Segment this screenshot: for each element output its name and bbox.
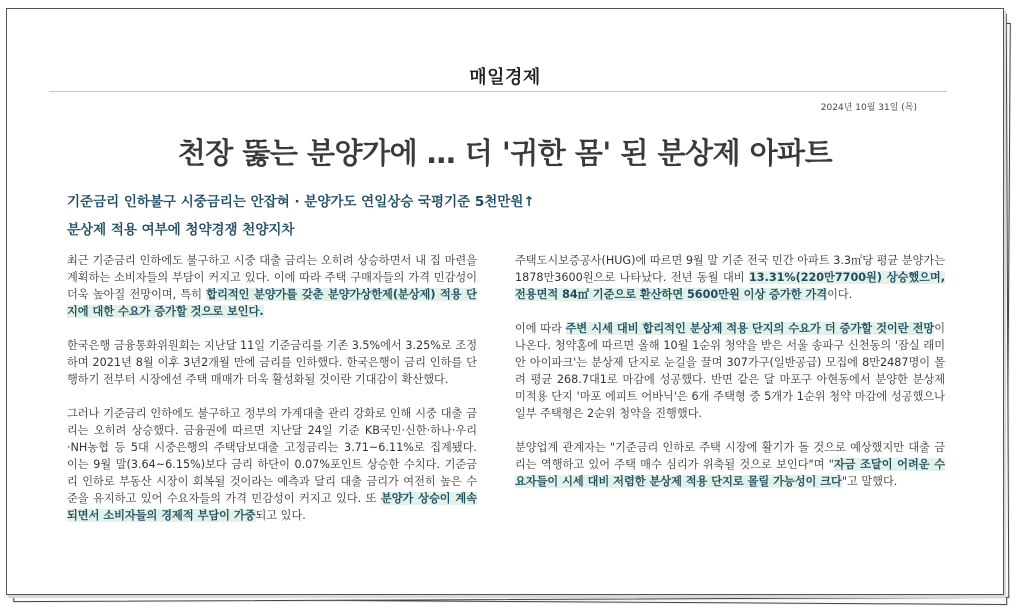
paragraph-text: 최근 기준금리 인하에도 불구하고 시중 대출 금리는 오히려 상승하면서 내 집 마련을 계획하는 소비자들의 부담이 커지고 있다. 이에 따라 주택 구매자들의 가격 민감성이 더욱 높아질 전망이며, 특히 — [67, 254, 477, 301]
article-headline: 천장 뚫는 분양가에 … 더 '귀한 몸' 된 분상제 아파트 — [177, 136, 833, 170]
newspaper-masthead: 매일경제 — [469, 67, 541, 88]
highlighted-text: 분양가 상승이 계속되면서 소비자들의 경제적 부담이 가중 — [67, 492, 478, 522]
article-subhead-2: 분상제 적용 여부에 청약경쟁 천양지차 — [67, 222, 295, 238]
highlighted-text: 주변 시세 대비 합리적인 분상제 적용 단지의 수요가 더 증가할 것이란 전망 — [565, 322, 935, 335]
paragraph — [515, 320, 945, 422]
masthead-divider — [49, 91, 947, 92]
article-column-left — [67, 252, 477, 541]
publication-date: 2024년 10월 31일 (목) — [820, 103, 917, 113]
paragraph-text: 이에 따라 — [515, 322, 566, 335]
paragraph — [515, 439, 945, 490]
article-subhead-1: 기준금리 인하불구 시중금리는 안잡혀 · 분양가도 연일상승 국평기준 5천만원↑ — [67, 194, 535, 210]
paragraph — [67, 252, 477, 320]
paragraph: 한국은행 금융통화위원회는 지난달 11일 기준금리를 기존 3.5%에서 3.25%로 조정하며 2021년 8월 이후 3년2개월 만에 금리를 인하했다. 한국은행이 금리 인하를 단행하기 전부터 시장에선 주택 매매가 더욱 활성화될 것이란 기대감이 확산했다. — [67, 339, 477, 386]
paragraph-text: 되고 있다. — [255, 509, 306, 522]
paragraph-text: 분양업계 관계자는 "기준금리 인하로 주택 시장에 활기가 돌 것으로 예상했지만 대출 금리는 역행하고 있어 주택 매수 심리가 위축될 것으로 보인다"며 " — [515, 441, 945, 471]
paragraph — [67, 405, 477, 524]
highlighted-text: 자금 조달이 어려운 수요자들이 시세 대비 저렴한 분상제 적용 단지로 몰릴 가능성이 크다 — [515, 458, 945, 488]
paragraph-text: 그러나 기준금리 인하에도 불구하고 정부의 가계대출 관리 강화로 인해 시중 대출 금리는 오히려 상승했다. 금융권에 따르면 지난달 24일 기준 KB국민·신한·하나·우리·NH농협 등 5대 시중은행의 주택담보대출 고정금리는 3.71~6.11%로 집계됐다. 이는 9월 말(3.64~6.15%)보다 금리 하단이 0.07%포인트 상승한 수치다. 기준금리 인하로 부동산 시장이 회복될 것이라는 예측과 달리 대출 금리가 여전히 높은 수준을 유지하고 있어 수요자들의 가격 민감성이 커지고 있다. 또 — [67, 407, 477, 505]
article-column-right — [515, 252, 945, 507]
highlighted-text: 13.31%(220만7700원) 상승했으며, 전용면적 84㎡ 기준으로 환산하면 5600만원 이상 증가한 가격 — [515, 271, 945, 301]
paragraph-text: 주택도시보증공사(HUG)에 따르면 9월 말 기준 전국 민간 아파트 3.3㎡당 평균 분양가는 1878만3600원으로 나타났다. 전년 동월 대비 — [515, 254, 945, 284]
paragraph-text: "고 말했다. — [841, 475, 898, 488]
newspaper-page — [6, 8, 1004, 595]
highlighted-text: 합리적인 분양가를 갖춘 분양가상한제(분상제) 적용 단지에 대한 수요가 증가할 것으로 보인다. — [67, 288, 477, 318]
paragraph — [515, 252, 945, 303]
paragraph-text: 이다. — [827, 288, 853, 301]
paragraph-text: 이 나온다. 청약홈에 따르면 올해 10월 1순위 청약을 받은 서울 송파구 신천동의 '잠실 래미안 아이파크'는 분상제 단지로 눈길을 끌며 307가구(일반공급) 모집에 8만2487명이 몰려 평균 268.7대1로 마감에 성공했다. 반면 같은 달 마포구 아현동에서 분양한 분상제 미적용 단지 '마포 에피트 어바닉'은 6개 주택형 중 5개가 1순위 청약 마감에 성공했으나 일부 주택형은 2순위 청약을 진행했다. — [515, 322, 946, 420]
